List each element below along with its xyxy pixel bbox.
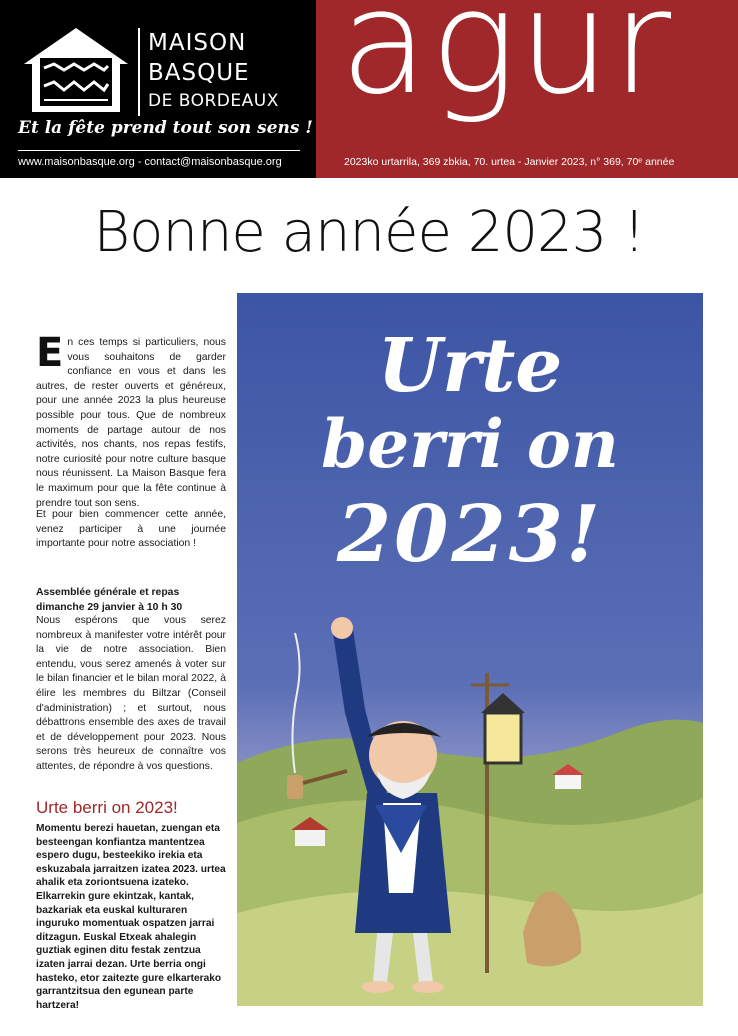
website-contact[interactable]: www.maisonbasque.org - contact@maisonbasque.org (18, 156, 282, 168)
invitation-paragraph: Et pour bien commencer cette année, venez participer à une journée importante pour notre association ! (36, 509, 226, 550)
basque-section-title: Urte berri on 2023! (36, 798, 178, 817)
euskal-etxea-logo (20, 24, 132, 121)
assembly-heading (36, 586, 226, 615)
tagline-rule (18, 150, 300, 151)
new-year-illustration (237, 293, 703, 1006)
assembly-date: dimanche 29 janvier à 10 h 30 (36, 601, 183, 613)
greeting-line3: 2023! (336, 489, 604, 580)
intro-paragraph (36, 330, 226, 511)
tagline: Et la fête prend tout son sens ! (18, 118, 313, 138)
org-name-line3: DE BORDEAUX (148, 91, 279, 111)
basque-section-body: Momentu berezi hauetan, zuengan eta besteengan konfiantza mantentzea espero dugu, besteekiko irekia eta eskuzabala jarraitzen izatea 2023. urtea ahalik eta zoriontsuena izateko. Elkarrekin gure ekintzak, kantak, bazkariak eta euskal kulturaren inguruko momentuak ospatzen jarrai ditzagun. Euskal Etxeak ahalegin guztiak eginen ditu festak zentzua izaten jarrai dezan. Urte berria ongi hasteko, etor zaitezte gure elkarterako garrantzitsua den egunean parte hartzera! (36, 823, 226, 1011)
assembly-title: Assemblée générale et repas (36, 587, 180, 598)
page-title: Bonne année 2023 ! (93, 200, 645, 265)
org-name-line1: MAISON (148, 30, 247, 56)
assembly-body: Nous espérons que vous serez nombreux à manifester votre intérêt pour la vie de notre association. Bien entendu, vous serez amenés à voter sur le bilan financier et le bilan moral 2022, à élire les membres du Biltzar (Conseil d'administration) ; et surtout, nous débattrons ensemble des axes de travail et de développement pour 2023. Nous serons très heureux de connaître vos attentes, de répondre à vos questions. (36, 615, 226, 772)
org-name-line2: BASQUE (148, 60, 250, 86)
logo-divider (138, 28, 140, 116)
drop-cap: E (36, 330, 64, 376)
masthead-title: agur (340, 0, 674, 126)
header-logo-block (0, 0, 316, 178)
issue-info: 2023ko urtarrila, 369 zbkia, 70. urtea - Janvier 2023, n° 369, 70ᵉ année (344, 156, 675, 168)
greeting-line2: berri on (321, 405, 619, 483)
intro-text: n ces temps si particuliers, nous vous souhaitons de garder confiance en vous et dans les autres, de rester ouverts et généreux, pour une année 2023 la plus heureuse possible pour tous. Que de nombreux moments de partage autour de nos activités, nos chants, nos repas festifs, notre curiosité pour notre culture basque nous réunissent. La Maison Basque fera le maximum pour que la fête continue à prendre tout son sens. (36, 337, 226, 509)
greeting-line1: Urte (377, 323, 563, 409)
